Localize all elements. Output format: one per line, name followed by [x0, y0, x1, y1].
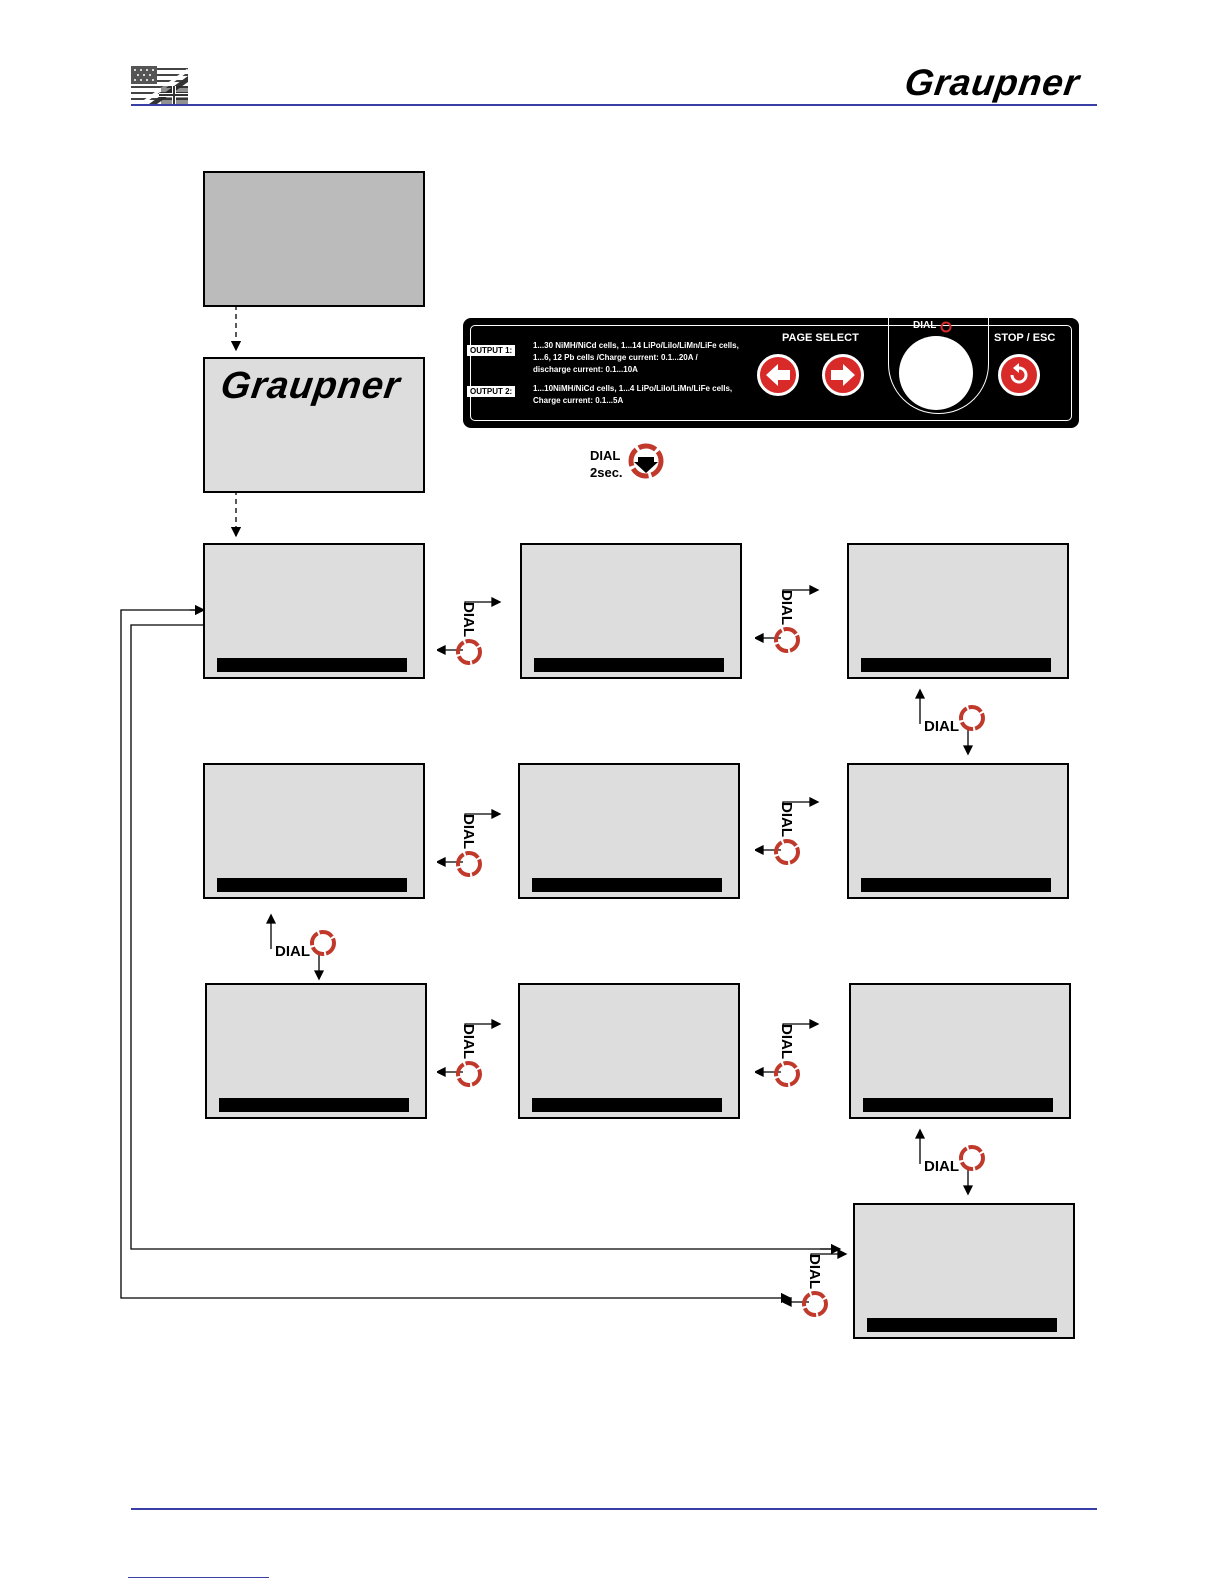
- screen-selection-bar: [217, 658, 407, 672]
- header-brand-logo: Graupner: [902, 62, 1083, 103]
- stop-esc-label: STOP / ESC: [994, 332, 1056, 344]
- screen-selection-bar: [217, 878, 407, 892]
- logo-screen-brand: Graupner: [218, 365, 404, 407]
- dial-rotate-icon: [801, 1290, 831, 1320]
- output1-spec-line2: 1...6, 12 Pb cells /Charge current: 0.1...20A /: [533, 353, 698, 362]
- charger-control-panel: [463, 318, 1079, 428]
- dial-hold-duration: 2sec.: [590, 465, 623, 480]
- dial-switch-label: DIAL: [275, 943, 310, 960]
- loop-forward-line: [131, 625, 840, 1249]
- loop-back-line: [121, 610, 790, 1298]
- output1-spec-line1: 1...30 NiMH/NiCd cells, 1...14 LiPo/LiIo/LiMn/LiFe cells,: [533, 341, 739, 350]
- dial-rotate-icon: [773, 838, 803, 868]
- dial-rotate-icon: [773, 626, 803, 656]
- output2-label: OUTPUT 2:: [467, 386, 515, 397]
- dial-switch-label: DIAL: [924, 718, 959, 735]
- dial-rotate-icon: [455, 1060, 485, 1090]
- dial-rotate-icon: [455, 638, 485, 668]
- screen-selection-bar: [532, 878, 722, 892]
- output1-spec-line3: discharge current: 0.1...10A: [533, 365, 638, 374]
- page-left-button[interactable]: [757, 354, 799, 396]
- output2-spec-line1: 1...10NiMH/NiCd cells, 1...4 LiPo/LiIo/LiMn/LiFe cells,: [533, 384, 733, 393]
- menu-screen-7: [205, 983, 427, 1119]
- screen-selection-bar: [861, 658, 1051, 672]
- dial-switch-label: DIAL: [460, 602, 477, 637]
- screen-selection-bar: [532, 1098, 722, 1112]
- arrow-right-icon: [825, 357, 861, 393]
- dial-switch-label: DIAL: [460, 1024, 477, 1059]
- dial-switch-label: DIAL: [924, 1158, 959, 1175]
- footer-rule: [131, 1508, 1097, 1510]
- dial-switch-label: DIAL: [778, 1024, 795, 1059]
- output1-label: OUTPUT 1:: [467, 345, 515, 356]
- dial-switch-label: DIAL: [778, 802, 795, 837]
- screen-selection-bar: [861, 878, 1051, 892]
- menu-screen-8: [518, 983, 740, 1119]
- dial-switch-label: DIAL: [460, 814, 477, 849]
- menu-screen-10: [853, 1203, 1075, 1339]
- dial-press-icon: [628, 443, 668, 483]
- startup-screen: [203, 171, 425, 307]
- arrow-left-icon: [760, 357, 796, 393]
- page-select-label: PAGE SELECT: [782, 332, 859, 344]
- screen-selection-bar: [867, 1318, 1057, 1332]
- dial-rotate-icon: [958, 704, 988, 734]
- screen-selection-bar: [534, 658, 724, 672]
- dial-rotate-icon: [773, 1060, 803, 1090]
- menu-screen-9: [849, 983, 1071, 1119]
- logo-screen: [203, 357, 425, 493]
- dial-knob[interactable]: [899, 336, 973, 410]
- output2-spec-line2: Charge current: 0.1...5A: [533, 396, 624, 405]
- dial-switch-label: DIAL: [806, 1254, 823, 1289]
- menu-screen-6: [847, 763, 1069, 899]
- menu-screen-1: [203, 543, 425, 679]
- screen-selection-bar: [863, 1098, 1053, 1112]
- page-right-button[interactable]: [822, 354, 864, 396]
- dial-rotate-icon: [455, 850, 485, 880]
- footer-short-rule: [128, 1577, 269, 1578]
- menu-screen-3: [847, 543, 1069, 679]
- dial-hold-label: DIAL: [590, 448, 621, 463]
- dial-panel-label: DIAL: [913, 320, 937, 331]
- menu-screen-4: [203, 763, 425, 899]
- dial-rotate-icon: [309, 929, 339, 959]
- return-icon: [1001, 357, 1037, 393]
- menu-screen-2: [520, 543, 742, 679]
- stop-esc-button[interactable]: [998, 354, 1040, 396]
- dial-rotate-icon: [958, 1144, 988, 1174]
- menu-screen-5: [518, 763, 740, 899]
- dial-small-icon: [940, 321, 952, 333]
- screen-selection-bar: [219, 1098, 409, 1112]
- dial-switch-label: DIAL: [778, 590, 795, 625]
